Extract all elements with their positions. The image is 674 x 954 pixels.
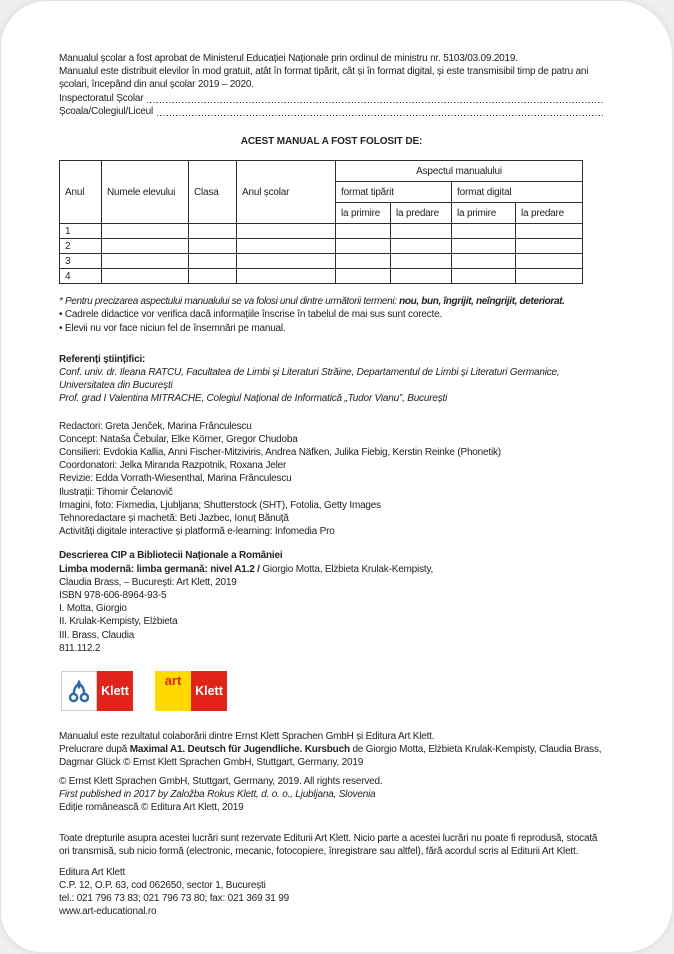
header-numele-elevului: Numele elevului: [102, 161, 189, 224]
empty-cell: [189, 269, 237, 284]
publisher-logos: [61, 671, 604, 711]
empty-cell: [336, 224, 391, 239]
empty-cell: [391, 224, 452, 239]
empty-cell: [452, 269, 516, 284]
klett-lily-icon: [66, 676, 92, 706]
copyright-block: [59, 775, 604, 815]
empty-cell: [516, 269, 583, 284]
dotted-leader: [147, 101, 604, 103]
publisher-name: Editura Art Klett: [59, 866, 126, 878]
cip-line: III. Brass, Claudia: [59, 629, 135, 641]
cip-line: II. Krulak-Kempisty, Elżbieta: [59, 616, 178, 628]
scientific-referents: [59, 353, 604, 406]
empty-cell: [516, 224, 583, 239]
cip-isbn: ISBN 978-606-8964-93-5: [59, 590, 167, 602]
usage-table: [59, 160, 583, 284]
page-content: [59, 52, 604, 919]
adaptation-prefix: Prelucrare după: [59, 744, 130, 756]
scanned-book-page: [1, 1, 672, 952]
collaboration-text: Manualul este rezultatul colaborării dintre Ernst Klett Sprachen GmbH și Editura Art Klett.: [59, 731, 435, 743]
credit-line-tehnoredactare: Tehnoredactare și machetă: Beti Jazbec, Ionuț Bănuță: [59, 513, 289, 525]
header-aspectul-manualului: Aspectul manualului: [336, 161, 583, 182]
credit-line-redactori: Redactori: Greta Jenček, Marina Frânculescu: [59, 420, 252, 432]
cip-line: I. Motta, Giorgio: [59, 603, 127, 615]
publisher-phone: tel.: 021 796 73 83; 021 796 73 80; fax: 021 369 31 99: [59, 893, 289, 905]
credit-line-ilustratii: Ilustrații: Tihomir Čelanovič: [59, 486, 173, 498]
referent-entry: Conf. univ. dr. Ileana RATCU, Facultatea de Limbi și Literaturi Străine, Departamentul de Limbi și Literaturi Germanice, Universitatea din București: [59, 367, 560, 392]
credit-line-imagini: Imagini, foto: Fixmedia, Ljubljana; Shutterstock (SHT), Fotolia, Getty Images: [59, 499, 381, 511]
header-anul: Anul: [60, 161, 102, 224]
row-number: 1: [60, 224, 102, 239]
adaptation-authors: de Giorgio Motta, Elżbieta Krulak-Kempisty, Claudia Brass, Dagmar Glück © Ernst Klett Sprachen GmbH, Stuttgart, Germany, 2019: [59, 744, 602, 769]
terms-note-terms: nou, bun, îngrijit, neîngrijit, deteriorat.: [399, 296, 565, 308]
adaptation-source-title: Maximal A1. Deutsch für Jugendliche. Kursbuch: [129, 744, 350, 756]
art-logo-box: [155, 671, 191, 711]
rights-paragraph: Toate drepturile asupra acestei lucrări sunt rezervate Editurii Art Klett. Nicio parte a acestei lucrări nu poate fi reprodusă, stocată ori transmisă, sub nicio formă (electronic, mecanic, fotocopiere, înregistrare sau altfel), fără acordul scris al Editurii Art Klett.: [59, 833, 598, 858]
row-number: 3: [60, 254, 102, 269]
table-row: [60, 224, 583, 239]
referents-title: Referenți științifici:: [59, 353, 146, 365]
header-anul-scolar: Anul școlar: [237, 161, 336, 224]
klett-logo-symbol-box: [61, 671, 97, 711]
referent-entry: Prof. grad I Valentina MITRACHE, Colegiul Național de Informatică „Tudor Vianu”, București: [59, 393, 448, 405]
first-published-line: First published in 2017 by Založba Rokus Klett, d. o. o., Ljubljana, Slovenia: [59, 788, 376, 800]
row-number: 4: [60, 269, 102, 284]
credits-block: [59, 420, 604, 539]
empty-cell: [516, 254, 583, 269]
klett-logo-text: Klett: [101, 684, 129, 699]
klett-logo: [61, 671, 133, 711]
dotted-leader: [157, 114, 604, 116]
cip-work-line: [59, 563, 604, 576]
credit-line-coordonatori: Coordonatori: Jelka Miranda Razpotnik, Roxana Jeler: [59, 460, 287, 472]
empty-cell: [102, 254, 189, 269]
empty-cell: [189, 224, 237, 239]
header-clasa: Clasa: [189, 161, 237, 224]
empty-cell: [516, 239, 583, 254]
klett-logo-wordmark: [97, 671, 133, 711]
empty-cell: [237, 269, 336, 284]
students-note: • Elevii nu vor face niciun fel de însemnări pe manual.: [59, 322, 286, 334]
table-row: [60, 254, 583, 269]
terms-note: [59, 295, 604, 308]
cip-work-authors: Giorgio Motta, Elżbieta Krulak-Kempisty,: [259, 563, 434, 575]
empty-cell: [336, 254, 391, 269]
credit-line-revizie: Revizie: Edda Vorrath-Wiesenthal, Marina Frânculescu: [59, 473, 292, 485]
header-la-predare-tiparit: la predare: [391, 203, 452, 224]
empty-cell: [452, 224, 516, 239]
credit-line-concept: Concept: Nataša Čebular, Elke Körner, Gregor Chudoba: [59, 433, 298, 445]
art-logo-text: art: [164, 673, 182, 689]
credit-line-consilieri: Consilieri: Evdokia Kallia, Anni Fischer-Mitziviris, Andrea Näfken, Julika Fiebig, Kerstin Reinke (Phonetik): [59, 447, 501, 459]
empty-cell: [237, 239, 336, 254]
cip-line: Claudia Brass, – București: Art Klett, 2019: [59, 576, 237, 588]
table-row: [60, 269, 583, 284]
publisher-website: www.art-educational.ro: [59, 906, 157, 918]
empty-cell: [102, 269, 189, 284]
empty-cell: [391, 269, 452, 284]
empty-cell: [102, 239, 189, 254]
art-klett-logo: [155, 671, 227, 711]
school-label: Școala/Colegiul/Liceul: [59, 105, 153, 117]
credit-line-elearning: Activități digitale interactive și platformă e-learning: Infomedia Pro: [59, 526, 335, 538]
empty-cell: [102, 224, 189, 239]
usage-notes: [59, 295, 604, 335]
publisher-address-block: [59, 866, 604, 919]
art-klett-logo-text: Klett: [195, 684, 223, 699]
collaboration-block: [59, 730, 604, 770]
distribution-text: Manualul este distribuit elevilor în mod gratuit, atât în format tipărit, cât și în format digital, și este transmisibil timp de patru ani școlari, începând din anul școlar 2019 – 2020.: [59, 66, 589, 91]
usage-table-title: ACEST MANUAL A FOST FOLOSIT DE:: [240, 135, 423, 147]
table-row: [60, 239, 583, 254]
cip-title: Descrierea CIP a Bibliotecii Naționale a României: [59, 550, 283, 562]
header-la-primire-tiparit: la primire: [336, 203, 391, 224]
header-la-predare-digital: la predare: [516, 203, 583, 224]
empty-cell: [391, 254, 452, 269]
cip-udc-number: 811.112.2: [59, 642, 101, 654]
approval-text: Manualul școlar a fost aprobat de Ministerul Educației Naționale prin ordinul de ministru nr. 5103/03.09.2019.: [59, 53, 518, 64]
copyright-line: © Ernst Klett Sprachen GmbH, Stuttgart, Germany, 2019. All rights reserved.: [59, 775, 383, 787]
terms-note-text: * Pentru precizarea aspectului manualului se va folosi unul dintre următorii termeni:: [59, 296, 400, 308]
publisher-address: C.P. 12, O.P. 63, cod 062650, sector 1, București: [59, 879, 266, 891]
header-format-tiparit: format tipărit: [336, 182, 452, 203]
art-klett-wordmark: [191, 671, 227, 711]
empty-cell: [452, 239, 516, 254]
inspectorate-line: [59, 92, 604, 105]
empty-cell: [189, 254, 237, 269]
empty-cell: [237, 254, 336, 269]
empty-cell: [336, 239, 391, 254]
adaptation-text: [59, 743, 604, 769]
empty-cell: [237, 224, 336, 239]
empty-cell: [452, 254, 516, 269]
school-line: [59, 105, 604, 118]
empty-cell: [391, 239, 452, 254]
teachers-note: • Cadrele didactice vor verifica dacă informațiile înscrise în tabelul de mai sus sunt corecte.: [59, 309, 443, 321]
cip-block: [59, 549, 604, 655]
header-format-digital: format digital: [452, 182, 583, 203]
row-number: 2: [60, 239, 102, 254]
empty-cell: [189, 239, 237, 254]
empty-cell: [336, 269, 391, 284]
inspectorate-label: Inspectoratul Școlar: [59, 92, 144, 104]
romanian-edition-line: Ediție românească © Editura Art Klett, 2019: [59, 802, 244, 814]
cip-work-title: Limba modernă: limba germană: nivel A1.2 /: [59, 563, 260, 575]
header-la-primire-digital: la primire: [452, 203, 516, 224]
